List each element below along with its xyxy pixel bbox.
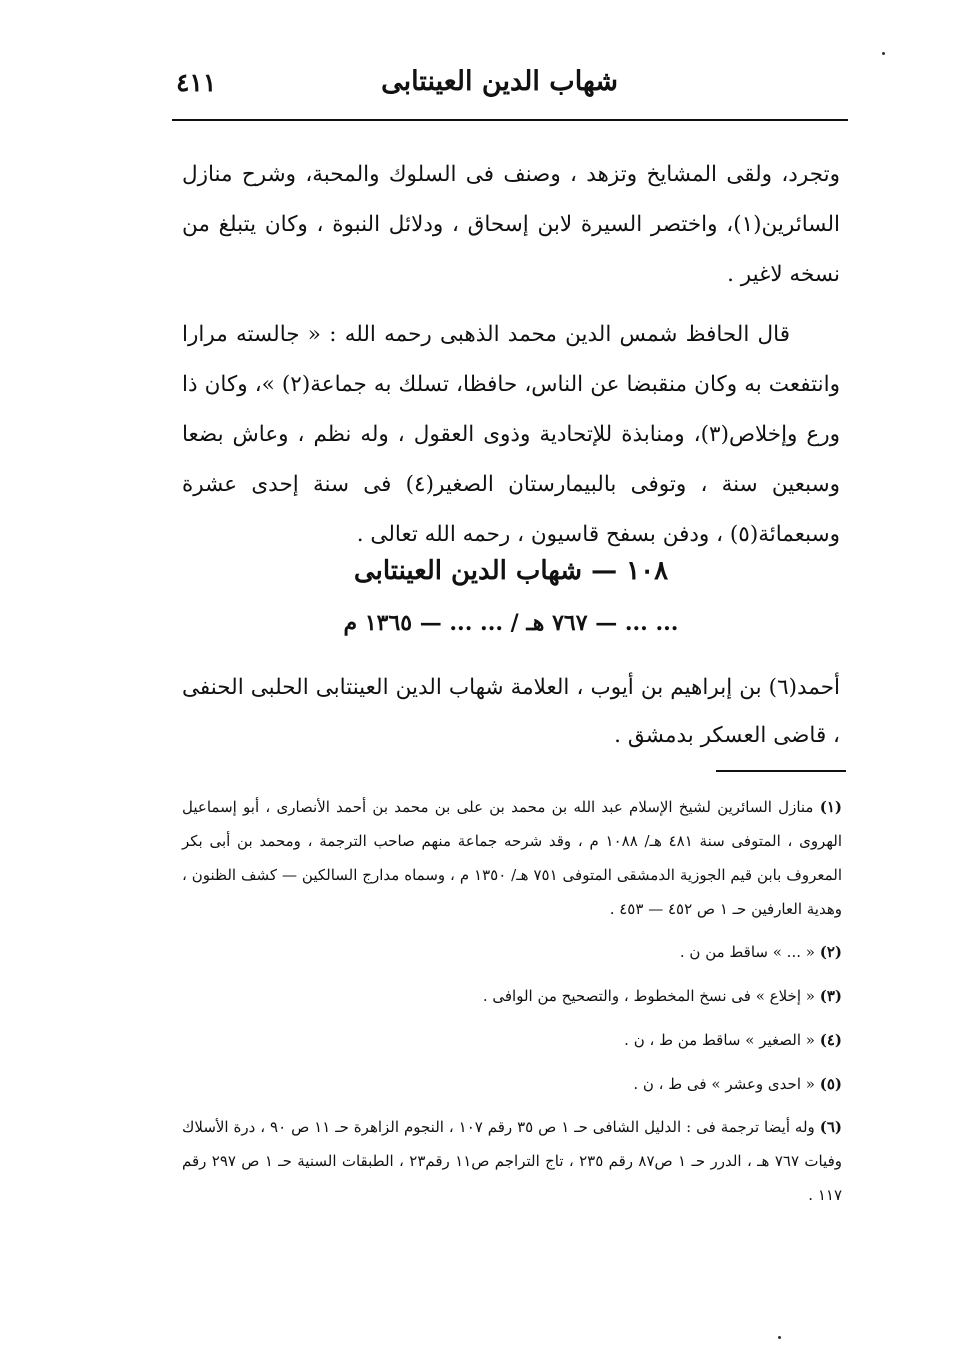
main-text	[182, 150, 840, 560]
footnote-rule	[716, 770, 846, 772]
footnote-number: (٣)	[819, 987, 842, 1005]
header-title: شهاب الدين العينتابى	[381, 66, 618, 97]
footnote	[182, 934, 842, 970]
footnote	[182, 978, 842, 1014]
footnote-text: « احدى وعشر » فى ط ، ن .	[633, 1075, 815, 1093]
paragraph: وتجرد، ولقى المشايخ وتزهد ، وصنف فى السلوك والمحبة، وشرح منازل السائرين(١)، واختصر السيرة لابن إسحاق ، ودلائل النبوة ، وكان يتبلغ من نسخه لاغير .	[182, 162, 840, 287]
entry-text	[182, 664, 840, 760]
page-number: ٤١١	[176, 68, 217, 97]
scan-speck	[778, 1336, 781, 1339]
footnote-number: (٢)	[819, 943, 842, 961]
footnotes	[182, 790, 842, 1212]
header-rule	[172, 119, 848, 121]
footnote	[182, 1066, 842, 1102]
footnote-text: « ... » ساقط من ن .	[679, 943, 815, 961]
scan-speck	[882, 52, 885, 55]
entry-paragraph: أحمد(٦) بن إبراهيم بن أيوب ، العلامة شهاب الدين العينتابى الحلبى الحنفى ، قاضى العسكر بدمشق .	[182, 675, 840, 748]
footnote-text: « الصغير » ساقط من ط ، ن .	[624, 1031, 815, 1049]
footnote-number: (١)	[819, 798, 842, 816]
footnote-number: (٦)	[819, 1118, 842, 1136]
footnote-number: (٥)	[819, 1075, 842, 1093]
footnote	[182, 790, 842, 926]
footnote	[182, 1110, 842, 1212]
footnote-text: « إخلاع » فى نسخ المخطوط ، والتصحيح من الوافى .	[482, 987, 815, 1005]
entry-dates: ... ... — ٧٦٧ هـ / ... ... — ١٣٦٥ م	[343, 610, 679, 636]
running-header	[172, 62, 848, 118]
footnote	[182, 1022, 842, 1058]
entry-heading: ١٠٨ — شهاب الدين العينتابى	[353, 556, 669, 586]
footnote-text: وله أيضا ترجمة فى : الدليل الشافى حـ ١ ص ٣٥ رقم ١٠٧ ، النجوم الزاهرة حـ ١١ ص ٩٠ ، درة الأسلاك وفيات ٧٦٧ هـ ، الدرر حـ ١ ص٨٧ رقم ٢٣٥ ، تاج التراجم ص١١ رقم٢٣ ، الطبقات السنية حـ ١ ص ٢٩٧ رقم ١١٧ .	[182, 1118, 842, 1204]
footnote-text: منازل السائرين لشيخ الإسلام عبد الله بن محمد بن على بن محمد بن أحمد الأنصارى ، أبو إسماعيل الهروى ، المتوفى سنة ٤٨١ هـ/ ١٠٨٨ م ، وقد شرحه جماعة منهم صاحب الترجمة ، ومحمد بن أبى بكر المعروف بابن قيم الجوزية الدمشقى المتوفى ٧٥١ هـ/ ١٣٥٠ م ، وسماه مدارج السالكين — كشف الظنون ، وهدية العارفين حـ ١ ص ٤٥٢ — ٤٥٣ .	[182, 798, 842, 918]
paragraph: قال الحافظ شمس الدين محمد الذهبى رحمه الله : « جالسته مرارا وانتفعت به وكان منقبضا عن الناس، حافظا، تسلك به جماعة(٢) »، وكان ذا ورع وإخلاص(٣)، ومنابذة للإتحادية وذوى العقول ، وله نظم ، وعاش بضعا وسبعين سنة ، وتوفى بالبيمارستان الصغير(٤) فى سنة إحدى عشرة وسبعمائة(٥) ، ودفن بسفح قاسيون ، رحمه الله تعالى .	[182, 322, 841, 547]
footnote-number: (٤)	[819, 1031, 842, 1049]
